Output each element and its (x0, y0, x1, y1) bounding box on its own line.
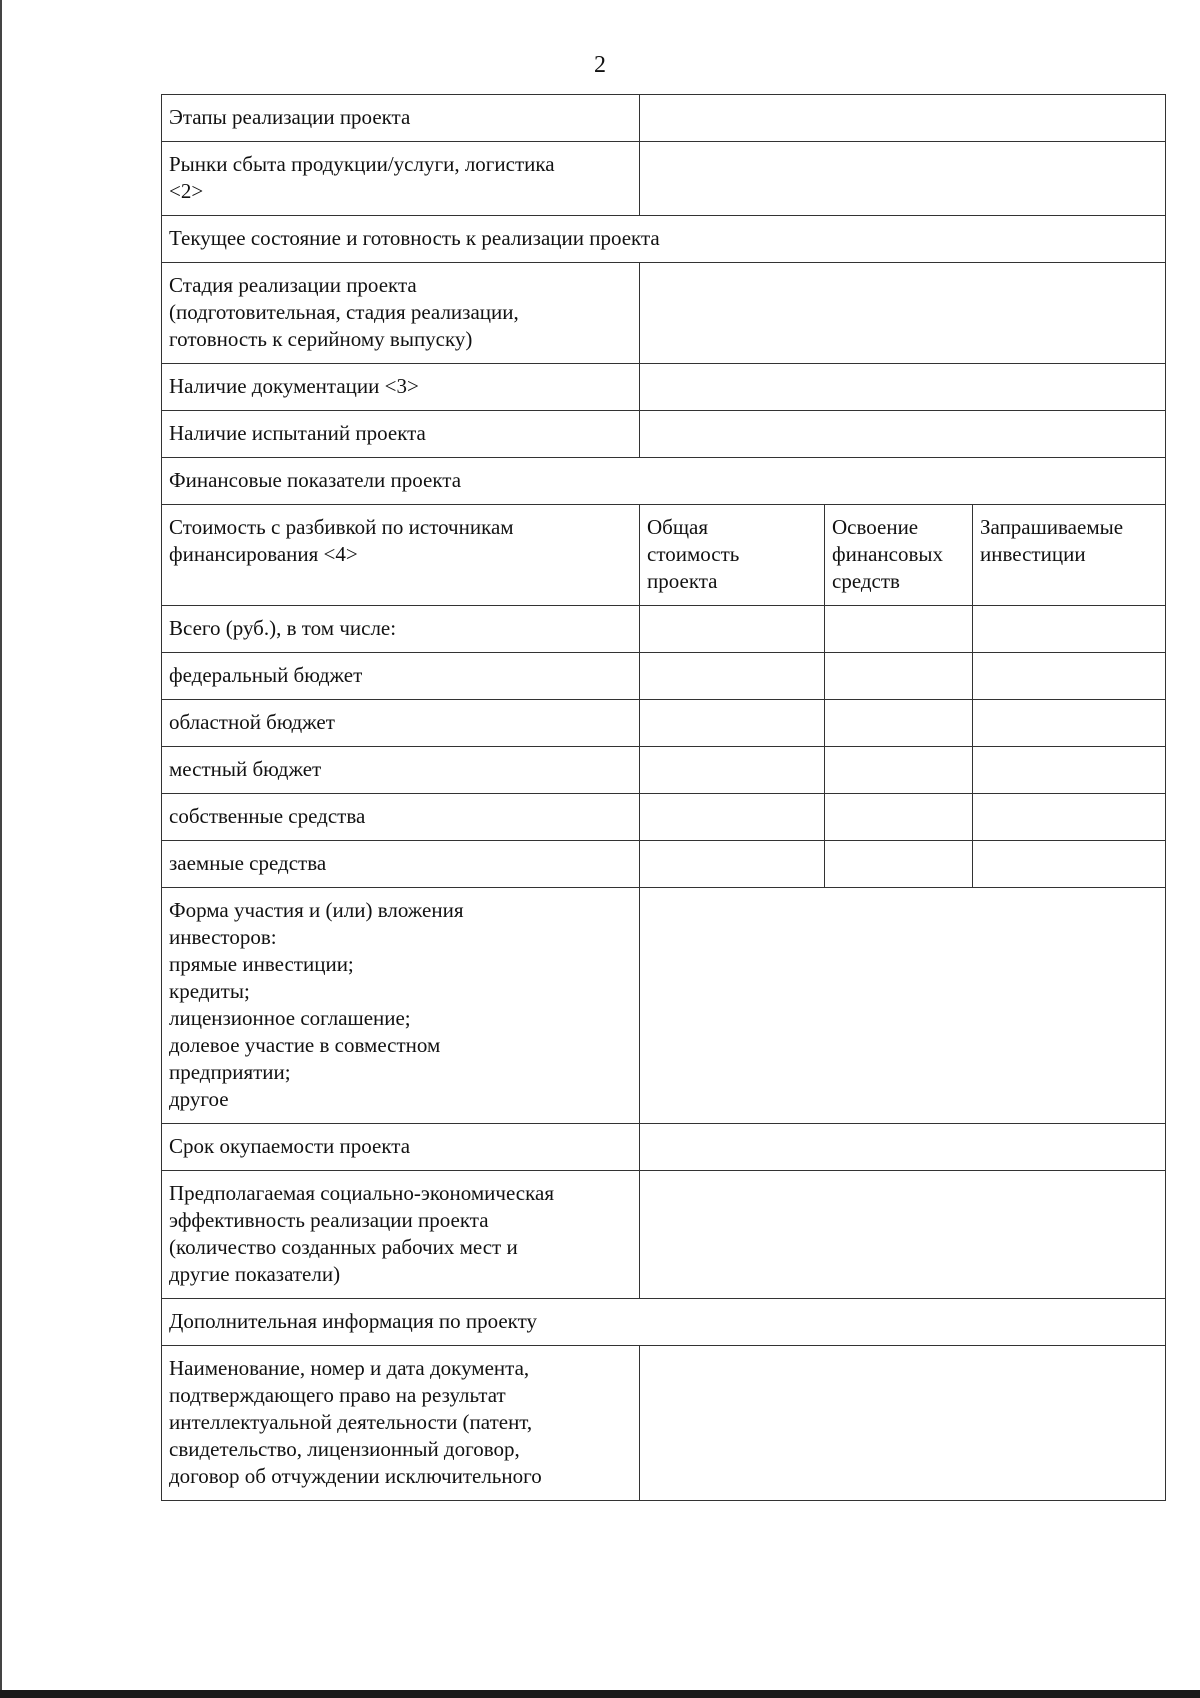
row-value-socio-economic (640, 1171, 1166, 1299)
scan-edge-bottom (0, 1690, 1200, 1698)
section-row (162, 1299, 1166, 1346)
row-label-markets: Рынки сбыта продукции/услуги, логистика <2> (162, 142, 640, 216)
table-row (162, 263, 1166, 364)
column-header-total-cost: Общая стоимость проекта (640, 505, 825, 606)
row-label-documentation: Наличие документации <3> (162, 364, 640, 411)
row-label-participation-form: Форма участия и (или) вложения инвесторов: прямые инвестиции; кредиты; лицензионное соглашение; долевое участие в совместном предприятии; другое (162, 888, 640, 1124)
cell-requested (973, 653, 1166, 700)
page-number: 2 (594, 52, 606, 78)
table-row (162, 653, 1166, 700)
column-header-requested: Запрашиваемые инвестиции (973, 505, 1166, 606)
row-label-ip-document: Наименование, номер и дата документа, подтверждающего право на результат интеллектуальной деятельности (патент, свидетельство, лицензионный договор, договор об отчуждении исключительного (162, 1346, 640, 1501)
table-row (162, 411, 1166, 458)
row-value-stage (640, 263, 1166, 364)
row-label-cost-breakdown: Стоимость с разбивкой по источникам финансирования <4> (162, 505, 640, 606)
funding-source-label: областной бюджет (162, 700, 640, 747)
table-row (162, 1124, 1166, 1171)
cell-requested (973, 747, 1166, 794)
cell-total-cost (640, 747, 825, 794)
table-row (162, 747, 1166, 794)
cell-spent (825, 747, 973, 794)
project-passport-table (161, 94, 1166, 1501)
cell-requested (973, 794, 1166, 841)
section-heading-additional: Дополнительная информация по проекту (162, 1299, 1166, 1346)
table-row (162, 888, 1166, 1124)
cell-spent (825, 653, 973, 700)
row-value-participation-form (640, 888, 1166, 1124)
cell-requested (973, 841, 1166, 888)
funding-source-label: Всего (руб.), в том числе: (162, 606, 640, 653)
table-row (162, 364, 1166, 411)
table-row (162, 142, 1166, 216)
row-value-stages (640, 95, 1166, 142)
funding-source-label: собственные средства (162, 794, 640, 841)
table-row (162, 841, 1166, 888)
cell-requested (973, 700, 1166, 747)
row-label-socio-economic: Предполагаемая социально-экономическая эффективность реализации проекта (количество созданных рабочих мест и другие показатели) (162, 1171, 640, 1299)
cell-requested (973, 606, 1166, 653)
table-row (162, 700, 1166, 747)
table-header-row (162, 505, 1166, 606)
cell-spent (825, 606, 973, 653)
row-value-tests (640, 411, 1166, 458)
cell-spent (825, 794, 973, 841)
section-row (162, 216, 1166, 263)
scan-edge-left (0, 0, 2, 1698)
funding-source-label: федеральный бюджет (162, 653, 640, 700)
row-label-payback: Срок окупаемости проекта (162, 1124, 640, 1171)
row-label-tests: Наличие испытаний проекта (162, 411, 640, 458)
row-value-documentation (640, 364, 1166, 411)
funding-source-label: заемные средства (162, 841, 640, 888)
row-value-payback (640, 1124, 1166, 1171)
cell-spent (825, 841, 973, 888)
cell-spent (825, 700, 973, 747)
cell-total-cost (640, 606, 825, 653)
cell-total-cost (640, 653, 825, 700)
table-row (162, 1346, 1166, 1501)
row-value-markets (640, 142, 1166, 216)
funding-source-label: местный бюджет (162, 747, 640, 794)
table-row (162, 1171, 1166, 1299)
row-value-ip-document (640, 1346, 1166, 1501)
cell-total-cost (640, 794, 825, 841)
row-label-stages: Этапы реализации проекта (162, 95, 640, 142)
section-heading-current: Текущее состояние и готовность к реализации проекта (162, 216, 1166, 263)
column-header-spent: Освоение финансовых средств (825, 505, 973, 606)
cell-total-cost (640, 841, 825, 888)
section-row (162, 458, 1166, 505)
section-heading-financial: Финансовые показатели проекта (162, 458, 1166, 505)
table-row (162, 606, 1166, 653)
cell-total-cost (640, 700, 825, 747)
table-row (162, 95, 1166, 142)
table-row (162, 794, 1166, 841)
row-label-stage: Стадия реализации проекта (подготовительная, стадия реализации, готовность к серийному выпуску) (162, 263, 640, 364)
